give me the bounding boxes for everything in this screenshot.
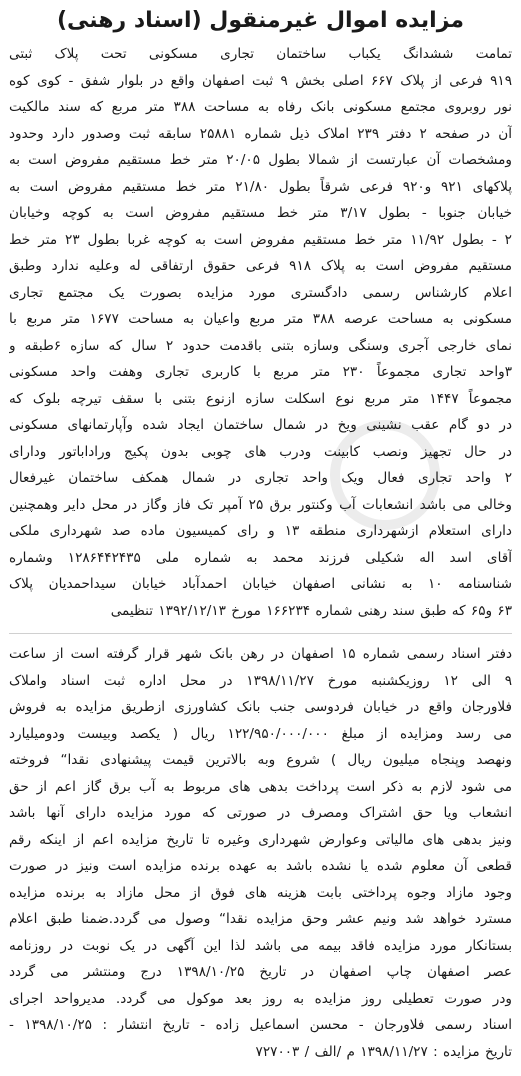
text-line: ۹۱۹ فرعی از پلاک ۶۶۷ اصلی بخش ۹ ثبت اصفهان واقع در بلوار شفق - کوی کوه bbox=[9, 72, 512, 89]
text-line: فلاورجان واقع در خیابان فردوسی جنب بانک کشاورزی ازطریق مزایده به فروش bbox=[9, 699, 512, 715]
text-line: تاریخ مزایده : ۱۳۹۸/۱۱/۲۷ م /الف / ۷۲۷۰۰۳ bbox=[255, 1043, 512, 1060]
text-line: دفتر اسناد رسمی شماره ۱۵ اصفهان در رهن بانک شهر قرار گرفته است از ساعت bbox=[9, 646, 512, 662]
text-line: در دو گام عقب نشینی ویخ در شمال ساختمان ایجاد شده وآپارتمانهای مسکونی bbox=[9, 417, 512, 433]
text-line: پلاکهای ۹۲۱ و۹۲۰ فرعی شرقاً بطول ۲۱/۸۰ متر خط مستقیم مفروض است به bbox=[9, 178, 512, 195]
notice-title: مزایده اموال غیرمنقول (اسناد رهنی) bbox=[56, 8, 464, 33]
text-line: آقای اسد اله شکیلی فرزند محمد به شماره ملی ۱۲۸۶۴۴۲۴۳۵ وشماره bbox=[9, 549, 512, 566]
text-line: وجود مازاد وجوه پرداختی بابت هزینه های فوق از محل مازاد به برنده مزایده bbox=[9, 884, 512, 901]
text-line: ومشخصات آن عبارتست از شمالا بطول ۲۰/۰۵ متر خط مستقیم مفروض است به bbox=[9, 152, 512, 168]
text-line: ونهصد وپنجاه میلیون ریال ) شروع وبه بالاترین قیمت پیشنهادی نقدا“ فروخته bbox=[9, 752, 512, 768]
text-line: ونیز بدهی های مالیاتی وعوارض شهرداری وغیره تا تاریخ مزایده اعم از اینکه رقم bbox=[9, 831, 512, 848]
text-line: قطعی آن معلوم شده یا نشده باشد به عهده برنده مزایده است ونیز در صورت bbox=[9, 858, 512, 874]
text-line: تمامت ششدانگ یکباب ساختمان تجاری مسکونی تحت پلاک ثبتی bbox=[9, 46, 512, 62]
text-line: انشعاب ویا حق اشتراک ومصرف در صورتی که مورد مزایده دارای آنها باشد bbox=[9, 805, 512, 821]
text-line: وخالی می باشد انشعابات آب وکنتور برق ۲۵ آمپر تک فاز وگاز در محل دایر وهمچنین bbox=[9, 496, 512, 513]
text-line: عصر اصفهان چاپ اصفهان در تاریخ ۱۳۹۸/۱۰/۲۵ درج ومنتشر می گردد bbox=[9, 964, 512, 980]
divider bbox=[9, 633, 512, 634]
text-line: ۲ واحد تجاری فعال ویک واحد تجاری در شمال همکف ساختمان غیرفعال bbox=[9, 470, 512, 486]
text-line: مسکونی به مساحت عرصه ۳۸۸ متر مربع واعیان به مساحت ۱۶۷۷ متر مربع با bbox=[9, 311, 512, 327]
text-line: ۶۳ و۶۵ که طبق سند رهنی شماره ۱۶۶۲۳۴ مورخ ۱۳۹۲/۱۲/۱۳ تنظیمی bbox=[110, 602, 512, 619]
notice-paragraph-terms bbox=[9, 641, 512, 1065]
text-line: دارای استعلام ازشهرداری منطقه ۱۳ و رای کمیسیون ماده صد شهرداری ملکی bbox=[9, 523, 512, 539]
text-line: نمای خارجی آجری وسنگی وسازه بتنی باقدمت حدود ۲ سال که سازه ۶طبقه و bbox=[9, 337, 512, 354]
text-line: مجموعاً ۱۴۴۷ متر مربع نوع اسکلت سازه ازنوع بتنی با سقف تیرچه بلوک که bbox=[9, 390, 512, 407]
text-line: نور روبروی مجتمع مسکونی بانک رفاه به مساحت ۳۸۸ متر مربع که سند مالکیت bbox=[9, 99, 512, 115]
text-line: خیابان جنوبا - بطول ۳/۱۷ متر خط مستقیم مفروض است به کوچه وخیابان bbox=[9, 205, 512, 221]
text-line: مستقیم مفروض است به پلاک ۹۱۸ فرعی حقوق ارتفاقی له وعلیه ندارد وطبق bbox=[9, 258, 512, 274]
text-line: در حال تجهیز ونصب کابینت ودرب های چوبی بدون پکیج وراداباتور ودارای bbox=[9, 443, 512, 460]
text-line: ۳واحد تجاری مجموعاً ۲۳۰ متر مربع با کاربری تجاری وهفت واحد مسکونی bbox=[9, 364, 512, 380]
text-line: مسترد خواهد شد ونیم عشر وحق مزایده نقدا“ وصول می گردد.ضمنا طبق اعلام bbox=[9, 911, 512, 927]
notice-paragraph-property bbox=[9, 41, 512, 624]
text-line: ۹ الی ۱۲ روزیکشنبه مورخ ۱۳۹۸/۱۱/۲۷ در محل اداره ثبت اسناد واملاک bbox=[9, 672, 512, 689]
text-line: آن در صفحه ۲ دفتر ۲۳۹ املاک ذیل شماره ۲۵۸۸۱ سابقه ثبت وصدور دارد وحدود bbox=[9, 125, 512, 142]
text-line: اسناد رسمی فلاورجان - محسن اسماعیل زاده - تاریخ انتشار : ۱۳۹۸/۱۰/۲۵ - bbox=[9, 1017, 512, 1033]
text-line: می شود لازم به ذکر است پرداخت بدهی های مربوط به آب برق گاز اعم از حق bbox=[9, 778, 512, 795]
text-line: می رسد ومزایده از مبلغ ۱۲۲/۹۵۰/۰۰۰/۰۰۰ ریال ( یکصد وبیست ودومیلیارد bbox=[9, 725, 512, 742]
text-line: اعلام کارشناس رسمی دادگستری مورد مزایده بصورت یک مجتمع تجاری bbox=[9, 284, 512, 301]
text-line: بستانکار مورد مزایده فاقد بیمه می باشد لذا این آگهی در یک نوبت در روزنامه bbox=[9, 937, 512, 954]
text-line: ۲ - بطول ۱۱/۹۲ متر خط مستقیم مفروض است به کوچه غربا بطول ۲۳ متر خط bbox=[9, 231, 512, 248]
text-line: ودر صورت تعطیلی روز مزایده به روز بعد موکول می گردد. مدیرواحد اجرای bbox=[9, 990, 512, 1007]
text-line: شناسنامه ۱۰ به نشانی اصفهان خیابان احمدآباد خیابان سیداحمدیان پلاک bbox=[9, 576, 512, 592]
